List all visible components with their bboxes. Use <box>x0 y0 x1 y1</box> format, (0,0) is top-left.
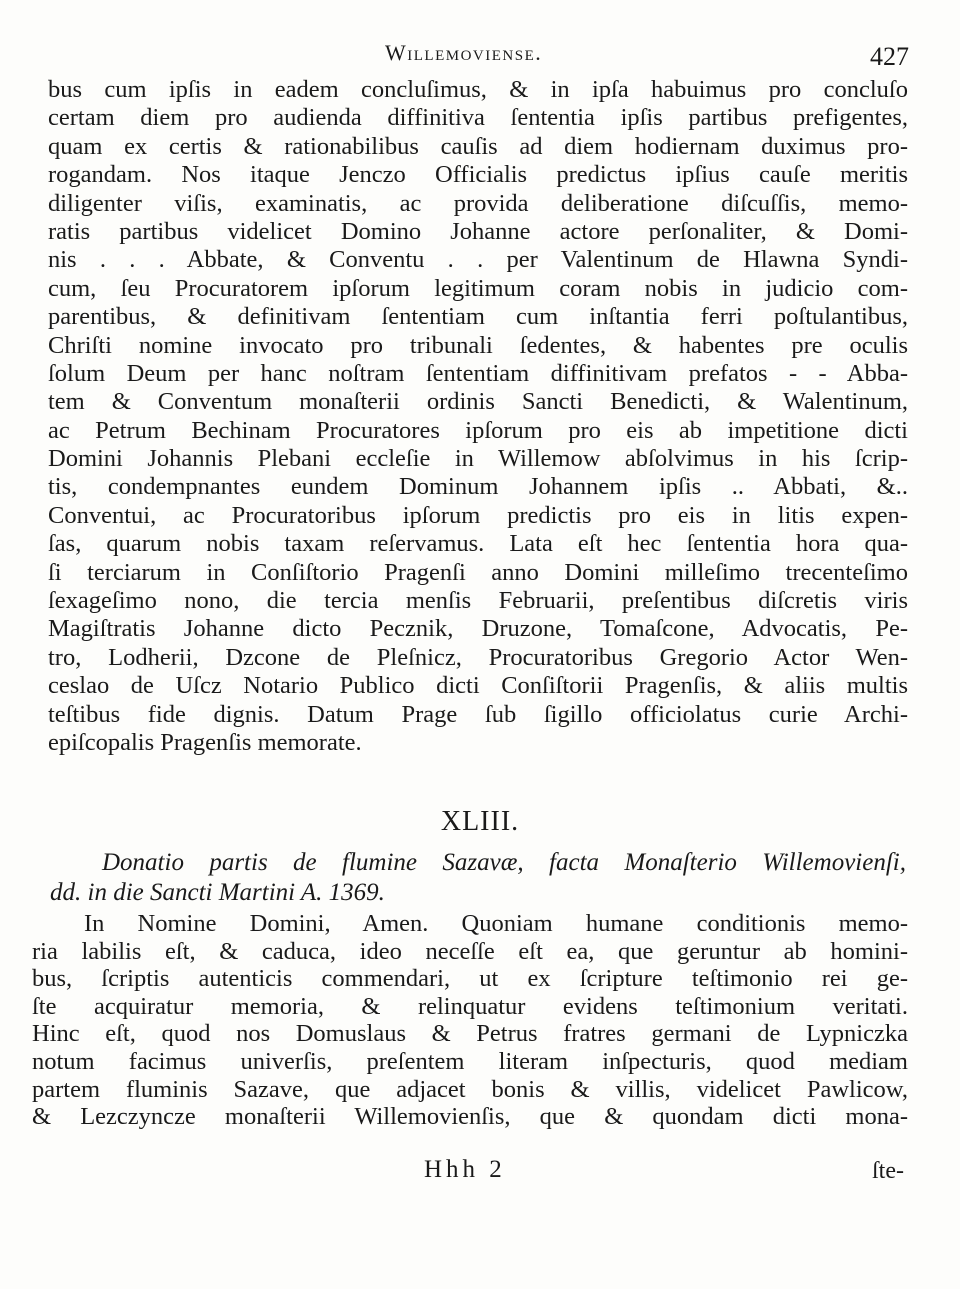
page-number: 427 <box>870 42 909 71</box>
text-line: & Lezczyncze monaſterii Willemovienſis, que & quondam dicti mona- <box>32 1103 908 1131</box>
text-line: tis, condempnantes eundem Dominum Johannem ipſis .. Abbati, &.. <box>48 473 908 501</box>
donation-text <box>32 910 908 1131</box>
running-title: Willemoviense. <box>385 40 543 65</box>
text-line: ac Petrum Bechinam Procuratores ipſorum pro eis ab impetitione dicti <box>48 416 908 444</box>
text-line: bus cum ipſis in eadem concluſimus, & in ipſa habuimus pro concluſo <box>48 76 908 103</box>
catchword: ſte- <box>872 1158 904 1184</box>
document-heading <box>50 848 906 908</box>
running-head <box>0 34 960 74</box>
text-line: diligenter viſis, examinatis, ac provida deliberatione diſcuſſis, memo- <box>48 189 908 217</box>
text-line: ſte acquiratur memoria, & relinquatur evidens teſtimonium veritati. <box>32 992 908 1020</box>
text-line: Chriſti nomine invocato pro tribunali ſedentes, & habentes pre oculis <box>48 331 908 359</box>
text-line: partem fluminis Sazave, que adjacet bonis & villis, videlicet Pawlicow, <box>32 1075 908 1103</box>
text-line: quam ex certis & rationabilibus cauſis ad diem hodiernam duximus pro- <box>48 132 908 160</box>
text-line: tro, Lodherii, Dzcone de Pleſnicz, Procuratoribus Gregorio Actor Wen- <box>48 643 908 671</box>
text-line: cum, ſeu Procuratorem ipſorum legitimum coram nobis in judicio com- <box>48 274 908 302</box>
text-line: nis . . . Abbate, & Conventu . . per Valentinum de Hlawna Syndi- <box>48 246 908 274</box>
text-line: tem & Conventum monaſterii ordinis Sancti Benedicti, & Walentinum, <box>48 388 908 416</box>
text-line: bus, ſcriptis autenticis commendari, ut ex ſcripture teſtimonio rei ge- <box>32 965 908 993</box>
text-line: Hinc eſt, quod nos Domuslaus & Petrus fratres germani de Lypniczka <box>32 1020 908 1048</box>
text-line: teſtibus fide dignis. Datum Prage ſub ſigillo officiolatus curie Archi- <box>48 700 908 728</box>
text-line: Magiſtratis Johanne dicto Pecznik, Druzone, Tomaſcone, Advocatis, Pe- <box>48 615 908 643</box>
signature-mark: Hhh 2 <box>424 1156 506 1183</box>
text-line: ſexageſimo nono, die tercia menſis Februarii, preſentibus diſcretis viris <box>48 587 908 615</box>
text-line: notum facimus univerſis, preſentem literam inſpecturis, quod mediam <box>32 1047 908 1075</box>
text-line: ceslao de Uſcz Notario Publico dicti Conſiſtorii Pragenſis, & aliis multis <box>48 672 908 700</box>
text-line: ſolum Deum per hanc noſtram ſententiam diffinitivam prefatos - - Abba- <box>48 359 908 387</box>
text-line: ſi terciarum in Conſiſtorio Pragenſi anno Domini milleſimo trecenteſimo <box>48 558 908 586</box>
text-line: rogandam. Nos itaque Jenczo Officialis predictus ipſius cauſe meritis <box>48 161 908 189</box>
text-line: Conventui, ac Procuratoribus ipſorum predictis pro eis in litis expen- <box>48 501 908 529</box>
text-line: parentibus, & definitivam ſententiam cum inſtantia ferri poſtulantibus, <box>48 303 908 331</box>
text-line: Domini Johannis Plebani eccleſie in Willemow abſolvimus in his ſcrip- <box>48 445 908 473</box>
text-line: In Nomine Domini, Amen. Quoniam humane conditionis memo- <box>84 910 908 937</box>
text-line: ſas, quarum nobis taxam reſervamus. Lata eſt hec ſententia hora qua- <box>48 530 908 558</box>
text-line: ria labilis eſt, & caduca, ideo neceſſe eſt ea, que geruntur ab homini- <box>32 937 908 965</box>
heading-line: Donatio partis de flumine Sazavæ, facta Monaſterio Willemovienſi, <box>102 849 906 876</box>
section-heading: XLIII. <box>440 806 520 837</box>
judgment-text <box>48 76 908 757</box>
heading-line: dd. in die Sancti Martini A. 1369. <box>50 879 385 906</box>
text-line: certam diem pro audienda diffinitiva ſententia ipſis partibus prefigentes, <box>48 104 908 132</box>
text-line: epiſcopalis Pragenſis memorate. <box>48 728 362 756</box>
text-line: ratis partibus videlicet Domino Johanne actore perſonaliter, & Domi- <box>48 217 908 245</box>
